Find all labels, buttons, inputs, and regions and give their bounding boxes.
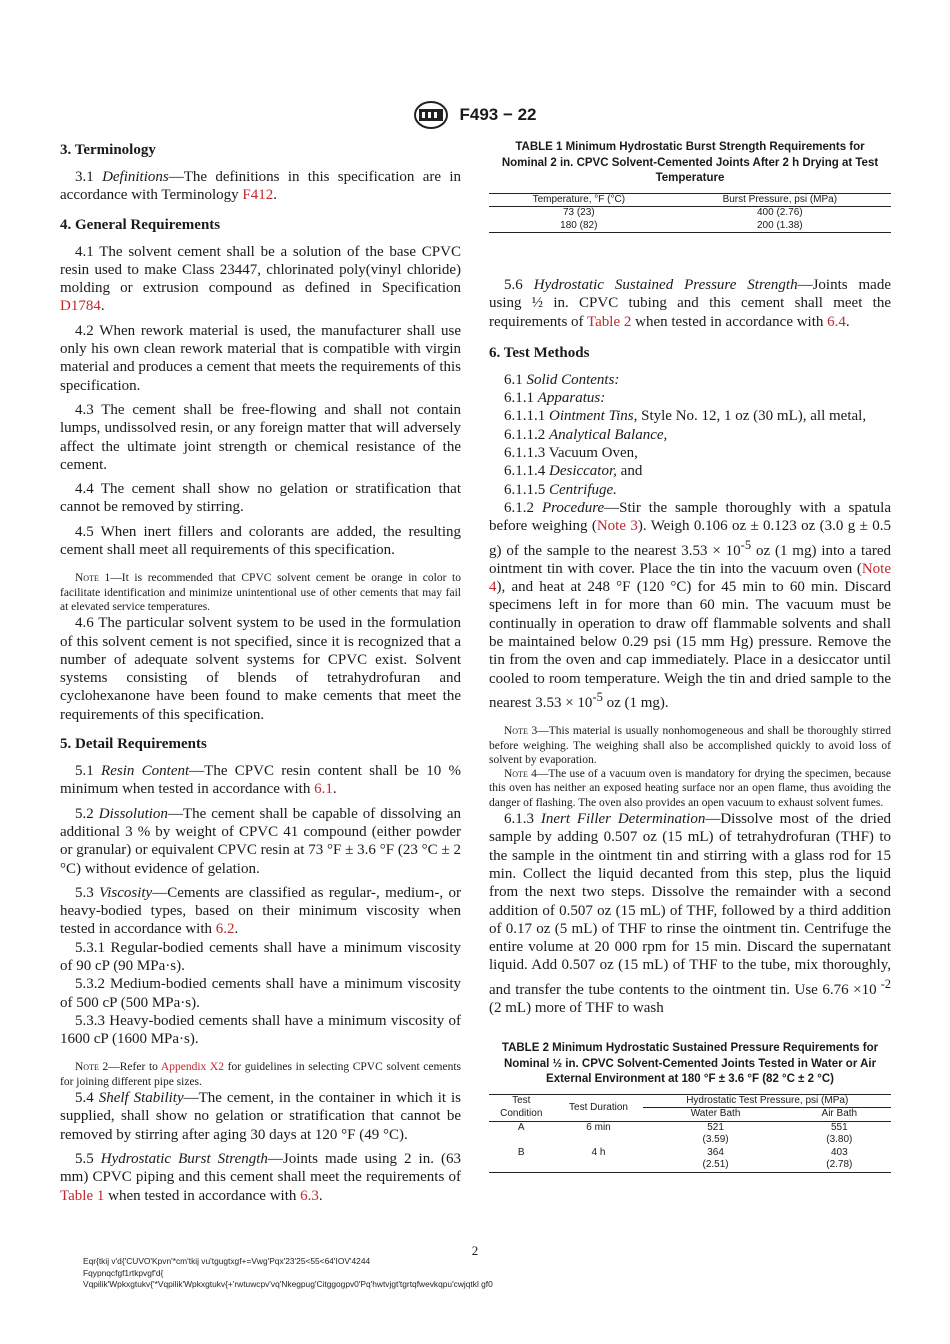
- note-4: Note 4—The use of a vacuum oven is mandatory for drying the specimen, because this oven has neither an exposed heating surface nor an open flame, thus avoiding the danger of flashing. The oven also provides an open vacuum to exhaust solvent fumes.: [489, 768, 891, 809]
- table-2-header: Condition: [489, 1108, 554, 1122]
- para-6-1-1: 6.1.1 Apparatus:: [504, 390, 606, 407]
- link-d1784[interactable]: D1784: [60, 298, 101, 315]
- para-5-3: 5.3 Viscosity—Cements are classified as regular-, medium-, or heavy-bodied types, based on their minimum viscosity when tested in accordance with 6.2.: [60, 884, 461, 938]
- table-cell: (3.80): [826, 1134, 853, 1146]
- table-cell: (3.59): [702, 1134, 729, 1146]
- table-1: [489, 193, 891, 234]
- table-2: [489, 1094, 891, 1173]
- para-6-1-1-3: 6.1.1.3 Vacuum Oven,: [504, 445, 638, 462]
- page-header: [0, 100, 950, 130]
- para-5-1: 5.1 Resin Content—The CPVC resin content shall be 10 % minimum when tested in accordance with 6.1.: [60, 763, 462, 798]
- table-cell: 403: [830, 1146, 848, 1158]
- footer-line: Vqpilik'Wpkxgtukv{'*Vqpilik'Wpkxgtukv{+'rwtuwcpv'vq'Nkegpug'Citggogpv0'Pq'hwtvjgt'tgrtqfwevkqpu'cwjqtkl gf0: [83, 1279, 493, 1289]
- table-2-header: Hydrostatic Test Pressure, psi (MPa): [643, 1094, 891, 1108]
- left-column: [60, 140, 461, 1205]
- table-row: [489, 1159, 891, 1172]
- para-5-5: 5.5 Hydrostatic Burst Strength—Joints made using 2 in. (63 mm) CPVC piping and this cement shall meet the requirements of Table 1 when tested in accordance with 6.3.: [60, 1150, 462, 1204]
- table-cell: 180 (82): [560, 219, 598, 231]
- note-2: Note 2—Refer to Appendix X2 for guidelines in selecting CPVC solvent cements for joining different pipe sizes.: [60, 1061, 461, 1088]
- para-5-6: 5.6 Hydrostatic Sustained Pressure Strength—Joints made using ½ in. CPVC tubing and this cement shall meet the requirements of Table 2 when tested in accordance with 6.4.: [489, 277, 892, 330]
- para-5-3-3: 5.3.3 Heavy-bodied cements shall have a minimum viscosity of 1600 cP (1600 MPa·s).: [60, 1012, 461, 1048]
- footer-license: [83, 1256, 493, 1291]
- link-6-2[interactable]: 6.2: [215, 921, 235, 938]
- table-cell: 364: [707, 1146, 724, 1158]
- link-table-2[interactable]: Table 2: [587, 313, 632, 330]
- para-4-1: 4.1 The solvent cement shall be a solution of the base CPVC resin used to make Class 23447, chlorinated poly(vinyl chloride) molding or extrusion compound as defined in Specification D1784.: [60, 243, 461, 315]
- para-6-1-1-5: 6.1.1.5 Centrifuge.: [504, 481, 617, 498]
- table-2-header: Water Bath: [643, 1108, 787, 1122]
- para-6-1-2: 6.1.2 Procedure—Stir the sample thoroughly with a spatula before weighing (Note 3). Weigh 0.106 oz ± 0.123 oz (3.0 g ± 0.5 g) of the sample to the nearest $3.53 \times 10^{-5}$ oz (1 mg) into a tared ointment tin with cover. Place the tin into the vacuum oven (Note 4), and heat at 248 °F (120 °C) for 45 min to 60 min. Discard specimens left in for more than 60 min. The vacuum must be continually in operation to draw off flammable solvents and shall be maintained below 0.29 psi (15 mm Hg) pressure. Remove the tin from the oven and cap immediately. Place in a desiccator until cooled to room temperature. Weigh the tin and dried sample to the nearest $3.53 \times 10^{-5}$ oz (1 mg).: [489, 499, 891, 711]
- para-5-2: 5.2 Dissolution—The cement shall be capable of dissolving an additional 3 % by weight of CPVC 41 compound (either powder or granular) or equivalent CPVC resin at 73 °F ± 3.6 °F (23 °C ± 2 °C) without evidence of gelation.: [60, 805, 462, 877]
- table-cell: 73 (23): [562, 207, 595, 218]
- table-cell: 521: [707, 1121, 724, 1133]
- para-3-1: 3.1 Definitions—The definitions in this specification are in accordance with Terminology F412.: [60, 169, 462, 204]
- table-cell: (2.78): [826, 1159, 853, 1171]
- para-6-1-1-1: 6.1.1.1 Ointment Tins, Style No. 12, 1 oz (30 mL), all metal,: [504, 408, 867, 425]
- footer-line: Fqypnqcfgf1rtkpvgf'd{: [83, 1267, 164, 1278]
- link-table-1[interactable]: Table 1: [60, 1187, 105, 1204]
- table-2-header: Test Duration: [554, 1094, 644, 1121]
- link-6-3[interactable]: 6.3: [300, 1187, 319, 1204]
- para-6-1-1-4: 6.1.1.4 Desiccator, and: [504, 463, 643, 480]
- standard-designation: F493 − 22: [459, 105, 537, 124]
- link-note-3[interactable]: Note 3: [596, 518, 638, 535]
- link-appendix-x2[interactable]: Appendix X2: [160, 1061, 224, 1074]
- note-3: Note 3—This material is usually nonhomogeneous and shall be thoroughly stirred before weighing. The weighing shall also be accomplished quickly to avoid loss of solvent by evaporation.: [489, 725, 891, 766]
- section-6-heading: 6. Test Methods: [489, 344, 590, 361]
- table-row: [489, 1134, 891, 1147]
- para-4-2: 4.2 When rework material is used, the manufacturer shall use only his own clean rework material that is compatible with virgin material and produces a cement that meets the requirements of this specification.: [60, 322, 461, 394]
- para-4-3: 4.3 The cement shall be free-flowing and shall not contain lumps, undissolved resin, or any foreign matter that will adversely affect the ultimate joint strength or chemical resistance of the cement.: [60, 401, 461, 473]
- table-1-header: Temperature, °F (°C): [489, 193, 669, 207]
- table-1-header: Burst Pressure, psi (MPa): [669, 193, 891, 207]
- section-3-heading: 3. Terminology: [60, 142, 156, 158]
- page-number: 2: [471, 1243, 479, 1258]
- table-row: [489, 207, 891, 220]
- right-column: [489, 140, 891, 1173]
- para-4-6: 4.6 The particular solvent system to be used in the formulation of this solvent cement is not specified, since it is recognized that a number of adequate solvent systems for CPVC exist. Solvent systems consisting of blends of tetrahydrofuran and cyclohexanone have been found to make cements that meet the requirements of this specification.: [60, 615, 461, 723]
- astm-logo-icon: [413, 100, 449, 130]
- para-6-1: 6.1 Solid Contents:: [504, 371, 620, 388]
- table-2-header: Air Bath: [788, 1108, 891, 1122]
- table-1-caption: TABLE 1 Minimum Hydrostatic Burst Strength Requirements for Nominal 2 in. CPVC Solvent-Cemented Joints After 2 h Drying at Test Temperature: [501, 141, 879, 184]
- para-5-3-2: 5.3.2 Medium-bodied cements shall have a minimum viscosity of 500 cP (500 MPa·s).: [60, 976, 461, 1011]
- table-row: [489, 1121, 891, 1134]
- footer-line: Eqr{tkij v'd{'CUVO'Kpvn'*cm'tkij vu'tgugtxgf+=Vwg'Pqx'23'25<55<64'IOV'4244: [83, 1256, 371, 1266]
- link-6-4[interactable]: 6.4: [827, 313, 846, 330]
- table-cell: 6 min: [586, 1121, 611, 1133]
- table-cell: 4 h: [591, 1146, 606, 1158]
- link-6-1[interactable]: 6.1: [314, 781, 333, 798]
- para-6-1-1-2: 6.1.1.2 Analytical Balance,: [504, 426, 668, 443]
- table-cell: 551: [830, 1121, 848, 1133]
- para-5-3-1: 5.3.1 Regular-bodied cements shall have a minimum viscosity of 90 cP (90 MPa·s).: [60, 939, 461, 974]
- link-note-4[interactable]: Note 4: [489, 560, 891, 596]
- para-5-4: 5.4 Shelf Stability—The cement, in the container in which it is supplied, shall show no gelation or stratification that cannot be removed by stirring after aging 30 days at 120 °F (49 °C).: [60, 1090, 462, 1143]
- table-cell: 200 (1.38): [757, 219, 803, 231]
- table-row: [489, 1147, 891, 1160]
- link-f412[interactable]: F412: [242, 187, 274, 204]
- table-cell: A: [517, 1121, 525, 1133]
- note-1: Note 1—It is recommended that CPVC solvent cement be orange in color to facilitate identification and minimize unintentional use of other cements that may fail at elevated service temperatures.: [60, 572, 461, 613]
- section-5-heading: 5. Detail Requirements: [60, 736, 207, 753]
- table-cell: 400 (2.76): [757, 207, 803, 218]
- table-cell: (2.51): [702, 1159, 729, 1171]
- table-cell: B: [517, 1146, 525, 1158]
- para-4-4: 4.4 The cement shall show no gelation or stratification that cannot be removed by stirring.: [60, 481, 461, 516]
- para-4-5: 4.5 When inert fillers and colorants are added, the resulting cement shall meet all requirements of this specification.: [60, 523, 461, 559]
- table-2-caption: TABLE 2 Minimum Hydrostatic Sustained Pressure Requirements for Nominal ½ in. CPVC Solvent-Cemented Joints Tested in Water or Air External Environment at 180 °F ± 3.6 °F (82 °C ± 2 °C): [501, 1042, 879, 1086]
- section-4-heading: 4. General Requirements: [60, 216, 221, 233]
- para-6-1-3: 6.1.3 Inert Filler Determination—Dissolve most of the dried sample by adding 0.507 oz (15 mL) of tetrahydrofuran (THF) to the sample in the ointment tin and stirring with a glass rod for 15 min. Collect the liquid decanted from this step, plus the liquid from the next two steps. Dissolve the remainder with a second addition of 0.507 oz (15 mL) of THF, followed by a third addition of 0.17 oz (5 mL) of THF to rinse the ointment tin. Centrifuge the entire volume at 20 000 rpm for 15 min. Discard the supernatant liquid. Add 0.507 oz (15 mL) of THF to the tube, mix thoroughly, and transfer the tube contents to the ointment tin. Use 6.76 ×10 $^{-2}$ (2 mL) more of THF to wash: [489, 811, 891, 1016]
- table-2-header: Test: [512, 1095, 531, 1107]
- table-row: [489, 220, 891, 233]
